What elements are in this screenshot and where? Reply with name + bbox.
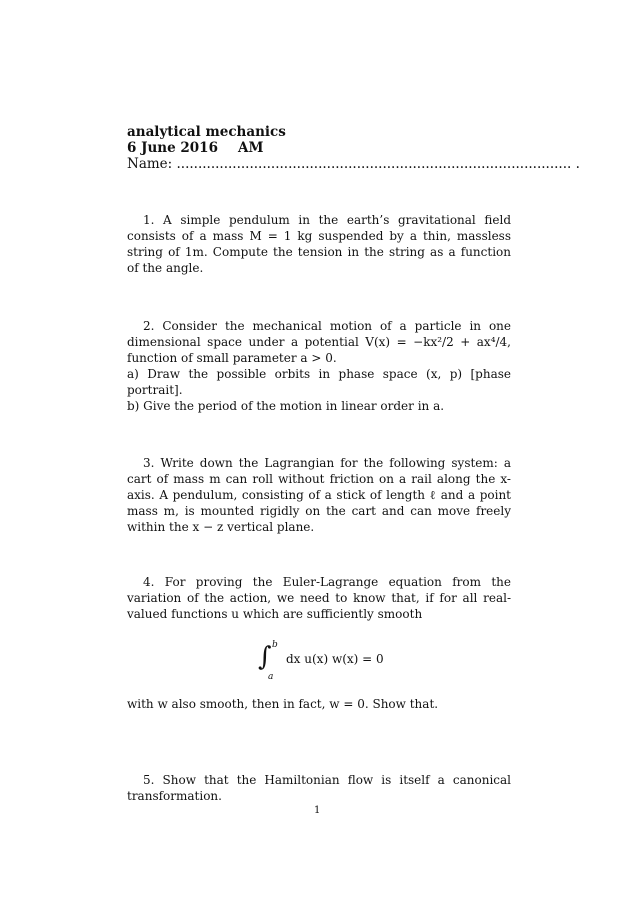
integral-body: dx u(x) w(x) = 0: [286, 652, 384, 666]
exam-date: 6 June 2016: [127, 140, 218, 156]
question-2-part-b: b) Give the period of the motion in linear order in a.: [127, 399, 445, 413]
name-line: Name: ............................................................................................ .: [127, 156, 580, 172]
question-3: [127, 455, 511, 535]
page-number: 1: [314, 805, 321, 816]
question-2: [127, 318, 511, 414]
course-title: analytical mechanics: [127, 124, 286, 140]
question-2-intro: 2. Consider the mechanical motion of a particle in one dimensional space under a potential V(x) = −kx²/2 + ax⁴/4, function of small parameter a > 0.: [127, 319, 511, 365]
integral-lower-bound: a: [268, 672, 274, 682]
exam-session: AM: [237, 140, 264, 156]
question-4-conclusion: with w also smooth, then in fact, w = 0. Show that.: [127, 697, 439, 711]
question-4: [127, 574, 511, 622]
exam-date-line: [127, 140, 263, 156]
question-2-part-a: a) Draw the possible orbits in phase space (x, p) [phase portrait].: [127, 367, 511, 397]
integral-sign: ∫: [258, 642, 272, 672]
integral-upper-bound: b: [272, 640, 278, 650]
question-1-text: 1. A simple pendulum in the earth’s gravitational field consists of a mass M = 1 kg suspended by a thin, massless string of 1m. Compute the tension in the string as a function of the angle.: [127, 213, 511, 275]
question-4-intro: 4. For proving the Euler-Lagrange equation from the variation of the action, we need to know that, if for all real-valued functions u which are sufficiently smooth: [127, 575, 511, 621]
integral-equation: [258, 640, 398, 684]
question-5-text: 5. Show that the Hamiltonian flow is itself a canonical transformation.: [127, 773, 511, 803]
question-5: [127, 772, 511, 804]
question-3-text: 3. Write down the Lagrangian for the following system: a cart of mass m can roll without friction on a rail along the x-axis. A pendulum, consisting of a stick of length ℓ and a point mass m, is mounted rigidly on the cart and can move freely within the x − z vertical plane.: [127, 456, 511, 534]
question-1: [127, 212, 511, 276]
